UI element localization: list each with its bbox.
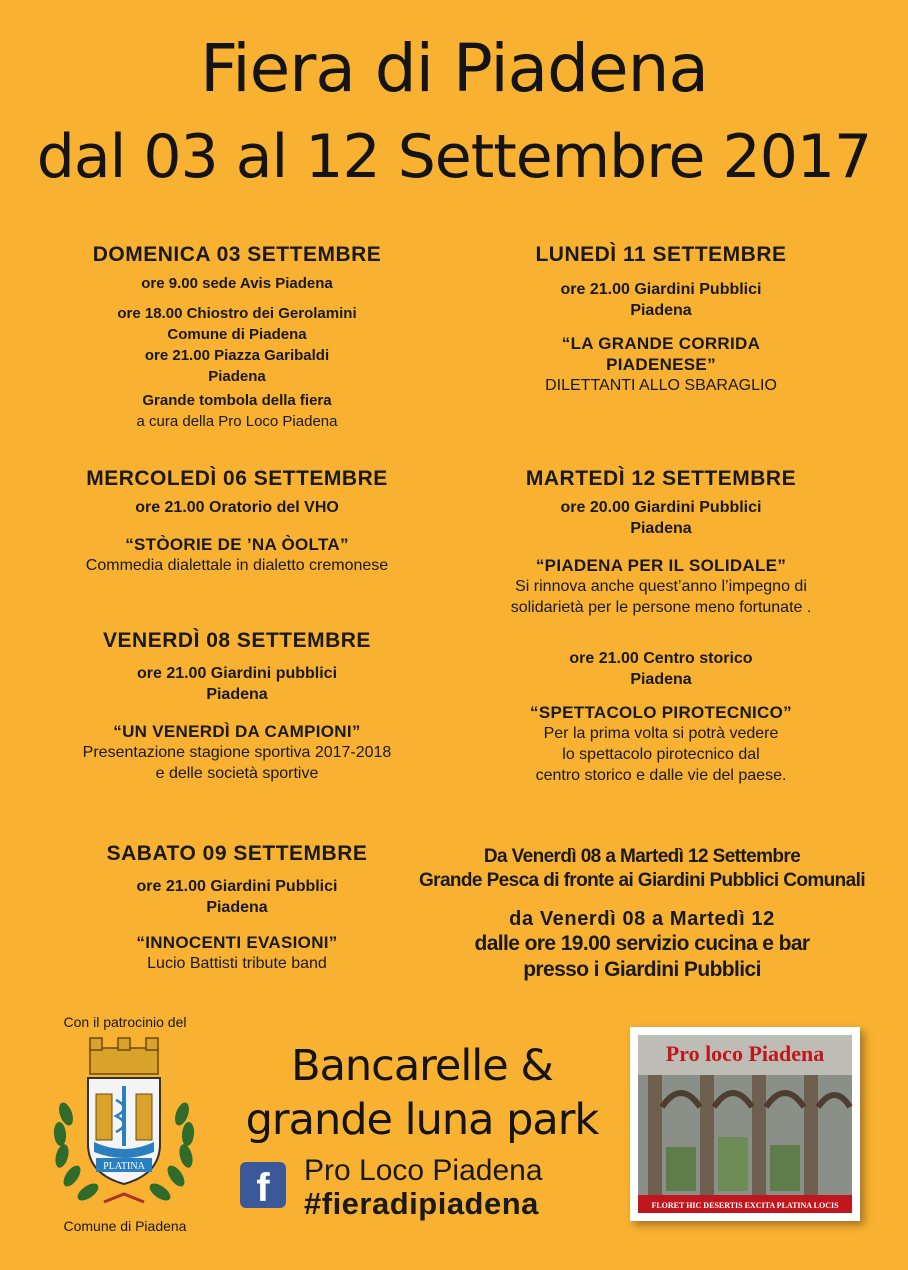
event-domenica xyxy=(30,244,444,432)
cucina-dates: da Venerdì 08 a Martedì 12 xyxy=(509,908,775,930)
event-quote: PIADENESE” xyxy=(606,355,716,374)
event-line: ore 21.00 Giardini pubblici xyxy=(136,665,338,682)
event-line: ore 21.00 Giardini Pubblici xyxy=(560,281,762,298)
event-quote: “LA GRANDE CORRIDA xyxy=(561,334,761,353)
event-description: Presentazione stagione sportiva 2017-2018 xyxy=(82,744,392,761)
day-heading: SABATO 09 SETTEMBRE xyxy=(106,842,368,865)
event-description: Lucio Battisti tribute band xyxy=(147,955,327,972)
event-line: ore 21.00 Giardini Pubblici xyxy=(136,878,338,895)
facebook-icon[interactable]: f xyxy=(240,1162,286,1208)
poster-dates: dal 03 al 12 Settembre 2017 xyxy=(36,122,872,192)
cucina-description: dalle ore 19.00 servizio cucina e bar xyxy=(474,932,810,955)
event-quote: “STÒORIE DE ’NA ÒOLTA” xyxy=(125,535,349,554)
bancarelle-text: Bancarelle & xyxy=(291,1041,553,1091)
comune-crest-icon xyxy=(44,1034,204,1214)
event-line: ore 21.00 Centro storico xyxy=(569,650,753,667)
event-line: Piadena xyxy=(206,686,268,703)
event-line: Piadena xyxy=(206,899,268,916)
crest-motto: PLATINA xyxy=(103,1161,145,1172)
patronage-text: Con il patrocinio del xyxy=(63,1014,187,1030)
event-mercoledi xyxy=(30,468,444,576)
event-line: Piadena xyxy=(630,302,692,319)
event-description: Si rinnova anche quest’anno l’impegno di xyxy=(515,578,807,595)
event-line: ore 20.00 Giardini Pubblici xyxy=(560,499,762,516)
photo-title: Pro loco Piadena xyxy=(665,1041,825,1066)
event-description: e delle società sportive xyxy=(155,765,319,782)
event-quote: “INNOCENTI EVASIONI” xyxy=(136,933,338,952)
pesca-description: Grande Pesca di fronte ai Giardini Pubblici Comunali xyxy=(418,870,865,891)
event-martedi xyxy=(446,468,876,786)
event-description: Per la prima volta si potrà vedere xyxy=(543,725,779,742)
pro-loco-photo xyxy=(630,1027,860,1221)
event-quote: “SPETTACOLO PIROTECNICO” xyxy=(530,703,792,722)
day-heading: DOMENICA 03 SETTEMBRE xyxy=(92,243,382,266)
day-heading: LUNEDÌ 11 SETTEMBRE xyxy=(535,243,787,266)
event-line: Piadena xyxy=(208,368,266,385)
event-description: centro storico e dalle vie del paese. xyxy=(535,767,787,784)
event-sabato xyxy=(30,843,444,974)
extra-info xyxy=(412,845,872,983)
event-line: Piadena xyxy=(630,671,692,688)
event-description: lo spettacolo pirotecnico dal xyxy=(562,746,760,763)
event-line: Grande tombola della fiera xyxy=(142,392,332,409)
event-description: Commedia dialettale in dialetto cremonese xyxy=(85,557,389,574)
day-heading: MARTEDÌ 12 SETTEMBRE xyxy=(525,467,797,490)
hashtag: #fieradipiadena xyxy=(304,1186,539,1221)
poster-title: Fiera di Piadena xyxy=(200,30,708,107)
event-line: Piadena xyxy=(630,520,692,537)
event-line: ore 18.00 Chiostro dei Gerolamini xyxy=(117,305,357,322)
luna-park-text: grande luna park xyxy=(245,1095,599,1145)
photo-motto: FLORET HIC DESERTIS EXCITA PLATINA LOCIS xyxy=(651,1201,839,1210)
event-description: DILETTANTI ALLO SBARAGLIO xyxy=(545,377,777,394)
event-line: ore 21.00 Piazza Garibaldi xyxy=(144,347,330,364)
facebook-page-name: Pro Loco Piadena xyxy=(304,1154,543,1187)
event-description: solidarietà per le persone meno fortunate . xyxy=(510,599,812,616)
day-heading: VENERDÌ 08 SETTEMBRE xyxy=(103,629,371,652)
event-line: ore 9.00 sede Avis Piadena xyxy=(141,275,333,292)
pesca-dates: Da Venerdì 08 a Martedì 12 Settembre xyxy=(483,846,801,867)
event-venerdi xyxy=(30,630,444,784)
event-line: Comune di Piadena xyxy=(167,326,307,343)
event-line: ore 21.00 Oratorio del VHO xyxy=(135,499,339,516)
event-quote: “PIADENA PER IL SOLIDALE” xyxy=(535,556,787,575)
comune-name: Comune di Piadena xyxy=(63,1218,187,1234)
event-lunedi xyxy=(446,244,876,396)
event-line: a cura della Pro Loco Piadena xyxy=(136,413,338,430)
event-quote: “UN VENERDÌ DA CAMPIONI” xyxy=(113,722,361,741)
day-heading: MERCOLEDÌ 06 SETTEMBRE xyxy=(86,467,388,490)
cloister-image-icon xyxy=(630,1027,860,1221)
cucina-location: presso i Giardini Pubblici xyxy=(523,958,761,981)
